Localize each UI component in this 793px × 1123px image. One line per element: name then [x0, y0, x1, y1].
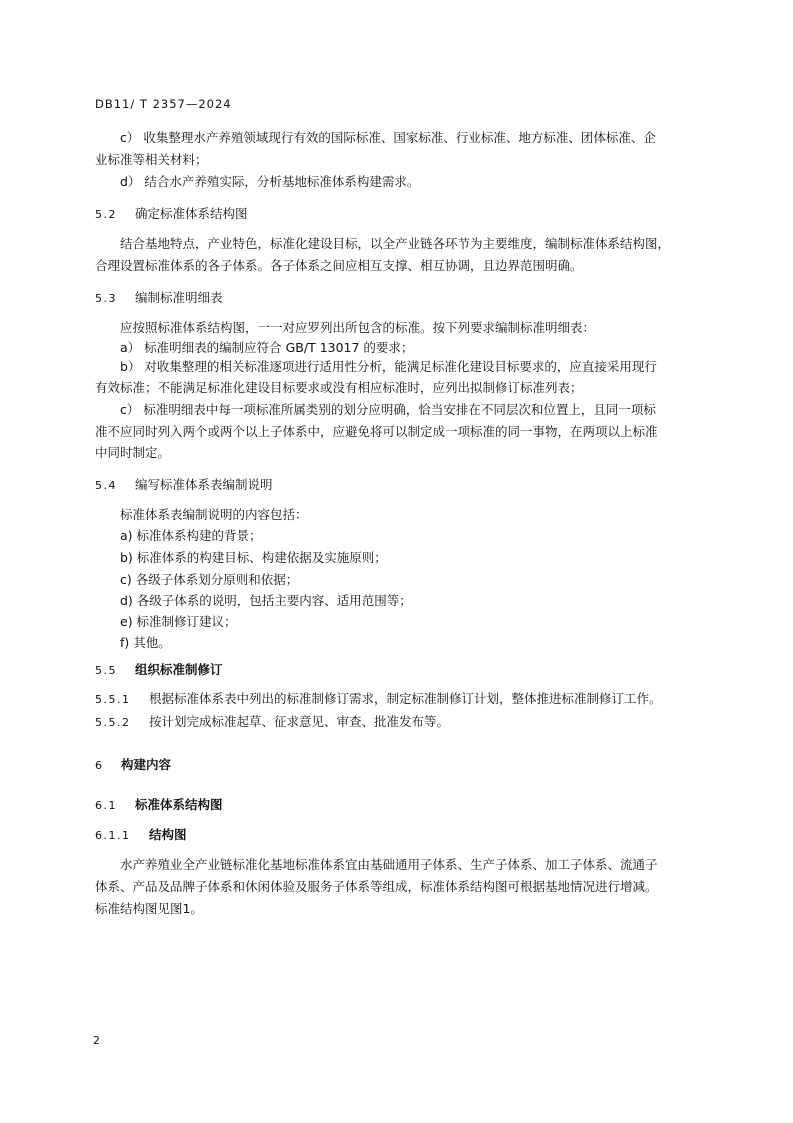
clause-title: 结构图	[148, 827, 187, 842]
section-number: 5.5	[95, 664, 117, 677]
list-item-b-cont: 有效标准；不能满足标准化建设目标要求或没有相应标准时，应列出拟制修订标准列表；	[95, 380, 583, 395]
list-item-a: a） 标准明细表的编制应符合 GB/T 13017 的要求；	[120, 340, 414, 355]
section-number: 5.4	[95, 479, 117, 492]
paragraph: 水产养殖业全产业链标准化基地标准体系宜由基础通用子体系、生产子体系、加工子体系、流通子	[120, 857, 658, 872]
section-title: 编写标准体系表编制说明	[134, 477, 273, 492]
chapter-heading-6	[95, 757, 171, 774]
list-item-c-cont: 中同时制定。	[95, 445, 171, 460]
section-number: 5.3	[95, 292, 117, 305]
list-item: a) 标准体系构建的背景；	[120, 528, 262, 543]
list-item: c) 各级子体系划分原则和依据；	[120, 572, 299, 587]
chapter-number: 6	[95, 759, 104, 772]
clause-heading-6-1-1	[95, 827, 187, 844]
clause-number: 5.5.1	[95, 693, 131, 706]
list-item: e) 标准制修订建议；	[120, 614, 237, 629]
section-heading-5-5	[95, 662, 223, 679]
paragraph: 标准体系表编制说明的内容包括：	[120, 507, 308, 522]
section-number: 5.2	[95, 208, 117, 221]
clause-5-5-2	[95, 714, 449, 731]
section-title: 标准体系结构图	[134, 797, 223, 812]
section-heading-5-2	[95, 206, 248, 223]
doc-number-header: DB11/ T 2357—2024	[95, 97, 232, 111]
clause-number: 6.1.1	[95, 829, 131, 842]
clause-text: 按计划完成标准起草、征求意见、审查、批准发布等。	[148, 714, 449, 729]
list-item-c: c） 收集整理水产养殖领域现行有效的国际标准、国家标准、行业标准、地方标准、团体标准、企	[120, 130, 656, 145]
section-heading-5-3	[95, 290, 223, 307]
section-title: 确定标准体系结构图	[134, 206, 248, 221]
list-item: f) 其他。	[120, 635, 171, 650]
paragraph: 应按照标准体系结构图，一一对应罗列出所包含的标准。按下列要求编制标准明细表：	[120, 320, 596, 335]
section-number: 6.1	[95, 799, 117, 812]
paragraph: 结合基地特点，产业特色，标准化建设目标，以全产业链各环节为主要维度，编制标准体系结构图，	[120, 236, 671, 251]
section-heading-5-4	[95, 477, 273, 494]
list-item: b) 标准体系的构建目标、构建依据及实施原则；	[120, 550, 387, 565]
clause-number: 5.5.2	[95, 716, 131, 729]
chapter-title: 构建内容	[120, 757, 171, 772]
section-title: 编制标准明细表	[134, 290, 223, 305]
list-item-c: c） 标准明细表中每一项标准所属类别的划分应明确，恰当安排在不同层次和位置上，且同一项标	[120, 402, 656, 417]
list-item: d) 各级子体系的说明，包括主要内容、适用范围等；	[120, 593, 412, 608]
paragraph-cont: 体系、产品及品牌子体系和休闲体验及服务子体系等组成，标准体系结构图可根据基地情况进行增减。	[95, 879, 658, 894]
list-item-c-cont: 业标准等相关材料；	[95, 152, 208, 167]
paragraph-cont: 标准结构图见图1。	[95, 901, 203, 916]
list-item-d: d） 结合水产养殖实际，分析基地标准体系构建需求。	[120, 174, 420, 189]
paragraph-cont: 合理设置标准体系的各子体系。各子体系之间应相互支撑、相互协调，且边界范围明确。	[95, 258, 583, 273]
list-item-b: b） 对收集整理的相关标准逐项进行适用性分析，能满足标准化建设目标要求的，应直接采用现行	[120, 359, 657, 374]
section-heading-6-1	[95, 797, 223, 814]
clause-5-5-1	[95, 691, 662, 708]
section-title: 组织标准制修订	[134, 662, 223, 677]
clause-text: 根据标准体系表中列出的标准制修订需求，制定标准制修订计划，整体推进标准制修订工作。	[148, 691, 662, 706]
list-item-c-cont: 准不应同时列入两个或两个以上子体系中，应避免将可以制定成一项标准的同一事物，在两项以上标准	[95, 424, 658, 439]
page-number: 2	[93, 1034, 100, 1047]
